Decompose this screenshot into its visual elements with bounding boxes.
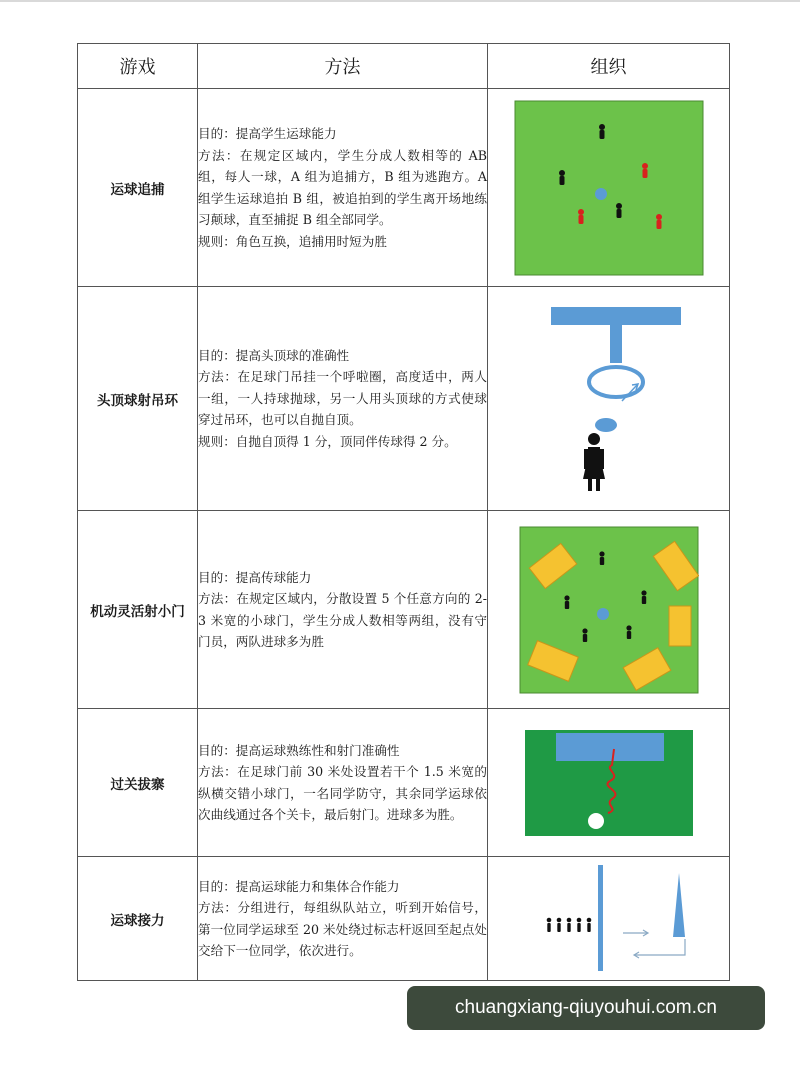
goal-bar bbox=[551, 307, 681, 325]
organization-cell bbox=[488, 287, 730, 511]
organization-cell bbox=[488, 857, 730, 981]
game-name: 运球接力 bbox=[78, 857, 198, 981]
ball-icon bbox=[595, 418, 617, 432]
watermark: chuangxiang-qiuyouhui.com.cn bbox=[407, 986, 765, 1030]
method-line: 规则：自抛自顶得 1 分，顶同伴传球得 2 分。 bbox=[198, 433, 457, 449]
method-line: 目的：提高头顶球的准确性 bbox=[198, 347, 350, 363]
method-cell bbox=[198, 857, 488, 981]
relay-diagram bbox=[519, 863, 699, 975]
header-organization: 组织 bbox=[488, 44, 730, 89]
header-game: 游戏 bbox=[78, 44, 198, 89]
method-cell bbox=[198, 287, 488, 511]
organization-cell bbox=[488, 709, 730, 857]
marker-pole-icon bbox=[673, 873, 685, 937]
method-line: 方法：在足球门吊挂一个呼啦圈，高度适中，两人一组，一人持球抛球，另一人用头顶球的方式使球穿过吊环，也可以自抛自顶。 bbox=[198, 369, 487, 428]
method-cell bbox=[198, 511, 488, 709]
arrow-return-icon bbox=[635, 939, 685, 955]
method-cell bbox=[198, 709, 488, 857]
ball-icon bbox=[588, 813, 604, 829]
header-method: 方法 bbox=[198, 44, 488, 89]
method-line: 方法：在规定区域内，分散设置 5 个任意方向的 2-3 米宽的小球门，学生分成人数相等两组，没有守门员，两队进球多为胜 bbox=[198, 591, 487, 649]
organization-cell bbox=[488, 511, 730, 709]
organization-cell bbox=[488, 89, 730, 287]
table-row bbox=[78, 709, 730, 857]
method-line: 方法：在规定区域内，学生分成人数相等的 AB 组，每人一球，A 组为追捕方，B 组为逃跑方。A 组学生运球追拍 B 组，被追拍到的学生离开场地练习颠球，直至捕捉 B 组全部同学。 bbox=[198, 147, 487, 227]
method-line: 方法：分组进行，每组纵队站立，听到开始信号，第一位同学运球至 20 米处绕过标志杆返回至起点处交给下一位同学，依次进行。 bbox=[198, 900, 487, 958]
method-line: 规则：角色互换，追捕用时短为胜 bbox=[198, 233, 387, 249]
top-divider bbox=[0, 0, 800, 2]
player-row-icon bbox=[546, 917, 591, 931]
table-row bbox=[78, 89, 730, 287]
game-name: 运球追捕 bbox=[78, 89, 198, 287]
dribble-course-diagram bbox=[524, 729, 694, 837]
goal-icon bbox=[556, 733, 664, 761]
table-row bbox=[78, 857, 730, 981]
chase-field-diagram bbox=[514, 100, 704, 276]
table-header-row bbox=[78, 44, 730, 89]
game-name: 过关拔寨 bbox=[78, 709, 198, 857]
method-line: 目的：提高运球熟练性和射门准确性 bbox=[198, 742, 400, 758]
method-cell bbox=[198, 89, 488, 287]
games-table bbox=[77, 43, 730, 981]
method-line: 目的：提高传球能力 bbox=[198, 569, 312, 585]
game-name: 头顶球射吊环 bbox=[78, 287, 198, 511]
table-row bbox=[78, 511, 730, 709]
small-goals-field-diagram bbox=[519, 526, 699, 694]
hanging-hoop-diagram bbox=[524, 299, 694, 499]
game-name: 机动灵活射小门 bbox=[78, 511, 198, 709]
method-line: 目的：提高学生运球能力 bbox=[198, 126, 337, 141]
method-line: 目的：提高运球能力和集体合作能力 bbox=[198, 878, 400, 894]
hanger-bar bbox=[610, 325, 622, 363]
hoop-icon bbox=[589, 367, 643, 397]
ball-icon bbox=[597, 608, 609, 620]
person-icon bbox=[583, 433, 605, 491]
ball-icon bbox=[595, 188, 607, 200]
table-row bbox=[78, 287, 730, 511]
start-line bbox=[598, 865, 603, 971]
method-line: 方法：在足球门前 30 米处设置若干个 1.5 米宽的纵横交错小球门，一名同学防守，其余同学运球依次曲线通过各个关卡，最后射门。进球多为胜。 bbox=[198, 764, 487, 822]
